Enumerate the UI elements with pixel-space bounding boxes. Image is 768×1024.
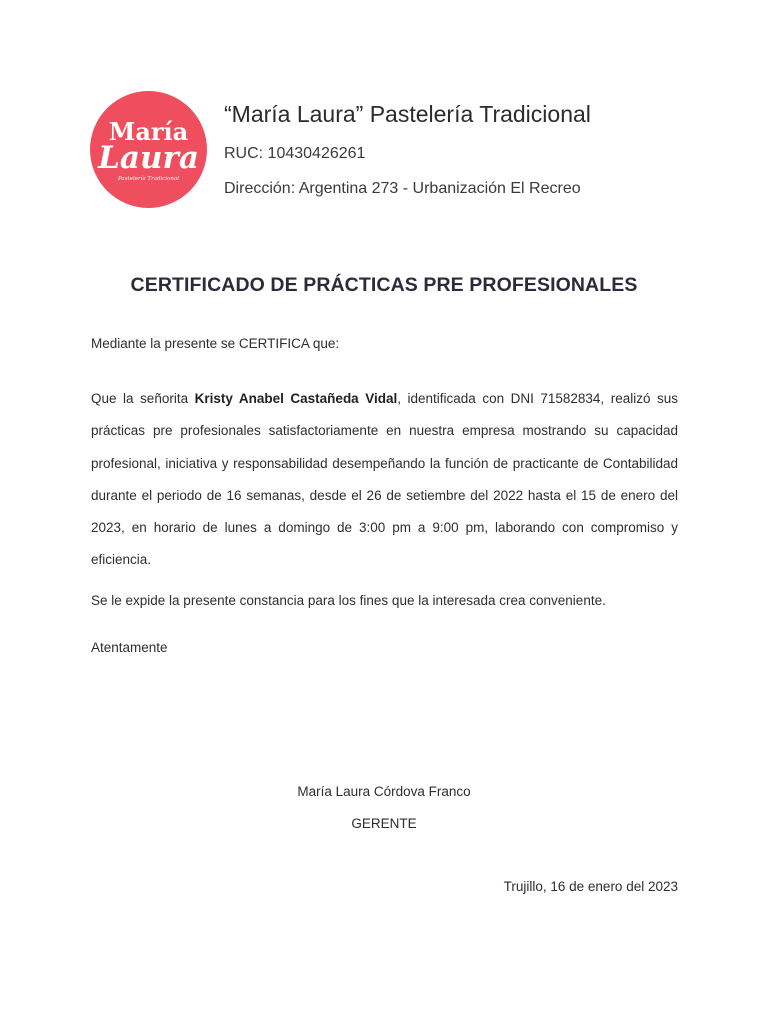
- company-logo: [90, 91, 207, 208]
- signer-name: María Laura Córdova Franco: [297, 784, 471, 799]
- signer-role: GERENTE: [351, 816, 417, 831]
- document-title: CERTIFICADO DE PRÁCTICAS PRE PROFESIONALES: [130, 274, 638, 296]
- body-prefix: Que la señorita: [91, 391, 195, 406]
- logo-line2: Laura: [98, 140, 199, 176]
- certificate-body: [91, 383, 678, 577]
- logo-line1: María: [108, 117, 189, 146]
- regards-line: Atentamente: [91, 640, 168, 655]
- company-address: Dirección: Argentina 273 - Urbanización El Recreo: [224, 180, 581, 197]
- logo-tagline: Pastelería Tradicional: [117, 176, 180, 182]
- body-rest: , identificada con DNI 71582834, realizó sus prácticas pre profesionales satisfactoriamente en nuestra empresa mostrando su capacidad profesional, iniciativa y responsabilidad desempeñando la función de practicante de Contabilidad durante el periodo de 16 semanas, desde el 26 de setiembre del 2022 hasta el 15 de enero del 2023, en horario de lunes a domingo de 3:00 pm a 9:00 pm, laborando con compromiso y eficiencia.: [91, 391, 678, 568]
- intern-name: Kristy Anabel Castañeda Vidal: [194, 391, 398, 406]
- date-place-line: Trujillo, 16 de enero del 2023: [503, 879, 678, 894]
- intro-paragraph: Mediante la presente se CERTIFICA que:: [91, 336, 340, 351]
- closing-paragraph: Se le expide la presente constancia para los fines que la interesada crea conveniente.: [91, 593, 606, 608]
- company-name: “María Laura” Pastelería Tradicional: [224, 101, 591, 127]
- logo-graphic: [90, 91, 207, 208]
- company-ruc: RUC: 10430426261: [224, 145, 366, 162]
